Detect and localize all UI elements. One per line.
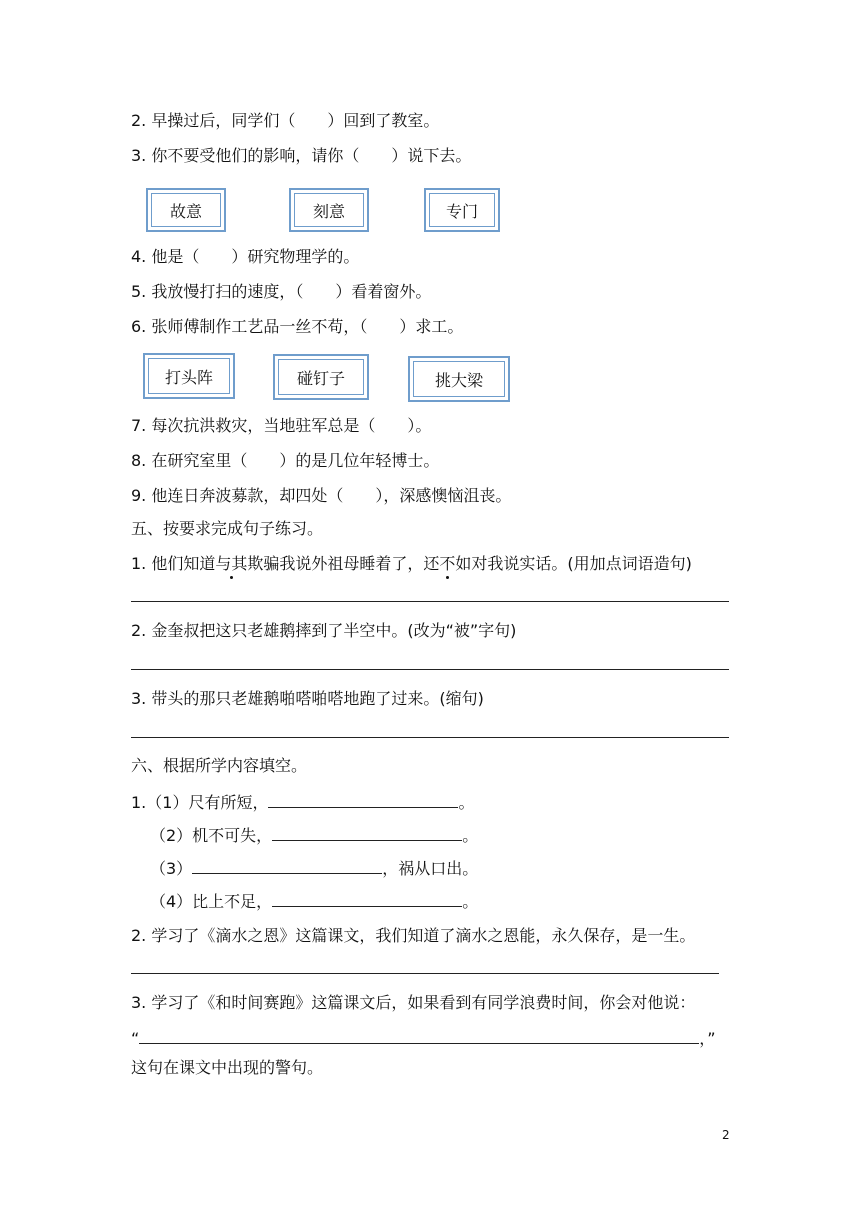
section-5-heading: 五、按要求完成句子练习。 — [131, 519, 324, 538]
word-box-4 — [143, 353, 235, 399]
question-5-2: 2. 金奎叔把这只老雄鹅摔到了半空中。(改为“被”字句) — [131, 621, 517, 640]
question-text: 对我说实话。(用加点词语造句) — [471, 554, 692, 573]
fill-suffix: ，祸从口出。 — [382, 859, 479, 878]
question-6-3-tail: 这句在课文中出现的警句。 — [131, 1058, 324, 1077]
fill-item-1 — [131, 789, 474, 814]
fill-blank[interactable] — [268, 789, 458, 808]
quote-line — [131, 1025, 716, 1050]
question-text: 欺骗我说外祖母睡着了， — [247, 554, 424, 573]
fill-item-3 — [150, 855, 478, 880]
word-box-1 — [146, 188, 226, 232]
fill-prefix: （3） — [150, 859, 193, 878]
word-box-5 — [273, 354, 369, 400]
close-quote: ，” — [699, 1029, 716, 1048]
fill-suffix: 。 — [458, 793, 475, 812]
question-text: 1. 他们知道 — [131, 554, 216, 573]
fill-blank[interactable] — [272, 822, 462, 841]
fill-prefix: （4）比上不足， — [150, 892, 273, 911]
word-box-2 — [289, 188, 369, 232]
fill-prefix: 1.（1）尺有所短， — [131, 793, 269, 812]
page-number: 2 — [722, 1128, 730, 1142]
fill-item-2 — [150, 822, 478, 847]
word-box-label: 专门 — [429, 193, 495, 227]
question-4-4: 4. 他是（ ）研究物理学的。 — [131, 247, 360, 266]
word-box-label: 故意 — [151, 193, 221, 227]
question-6-3: 3. 学习了《和时间赛跑》这篇课文后，如果看到有同学浪费时间，你会对他说： — [131, 993, 696, 1012]
question-5-3: 3. 带头的那只老雄鹅啪嗒啪嗒地跑了过来。(缩句) — [131, 689, 484, 708]
open-quote: “ — [131, 1029, 140, 1048]
fill-blank[interactable] — [192, 855, 382, 874]
answer-line[interactable] — [131, 737, 729, 738]
question-4-6: 6. 张师傅制作工艺品一丝不苟，（ ）求工。 — [131, 317, 464, 336]
question-4-2: 2. 早操过后，同学们（ ）回到了教室。 — [131, 111, 440, 130]
fill-suffix: 。 — [462, 826, 479, 845]
question-4-8: 8. 在研究室里（ ）的是几位年轻博士。 — [131, 451, 440, 470]
word-box-label: 刻意 — [294, 193, 364, 227]
dotted-word: 与其 — [215, 554, 248, 573]
word-box-label: 挑大梁 — [413, 361, 505, 397]
answer-line[interactable] — [131, 669, 729, 670]
section-6-heading: 六、根据所学内容填空。 — [131, 756, 308, 775]
answer-line[interactable] — [131, 601, 729, 602]
word-box-label: 打头阵 — [148, 358, 230, 394]
fill-blank[interactable] — [272, 888, 462, 907]
question-6-2: 2. 学习了《滴水之恩》这篇课文，我们知道了滴水之恩能，永久保存，是一生。 — [131, 926, 696, 945]
question-5-1 — [131, 553, 692, 575]
fill-item-4 — [150, 888, 478, 913]
dotted-word: 还不如 — [423, 554, 472, 573]
fill-suffix: 。 — [462, 892, 479, 911]
question-4-7: 7. 每次抗洪救灾，当地驻军总是（ ）。 — [131, 416, 432, 435]
word-box-label: 碰钉子 — [278, 359, 364, 395]
question-4-3: 3. 你不要受他们的影响，请你（ ）说下去。 — [131, 146, 472, 165]
answer-line[interactable] — [131, 973, 719, 974]
question-4-5: 5. 我放慢打扫的速度，（ ）看着窗外。 — [131, 282, 432, 301]
fill-prefix: （2）机不可失， — [150, 826, 273, 845]
word-box-6 — [408, 356, 510, 402]
question-4-9: 9. 他连日奔波募款，却四处（ ），深感懊恼沮丧。 — [131, 486, 512, 505]
word-box-3 — [424, 188, 500, 232]
fill-blank[interactable] — [139, 1025, 699, 1044]
